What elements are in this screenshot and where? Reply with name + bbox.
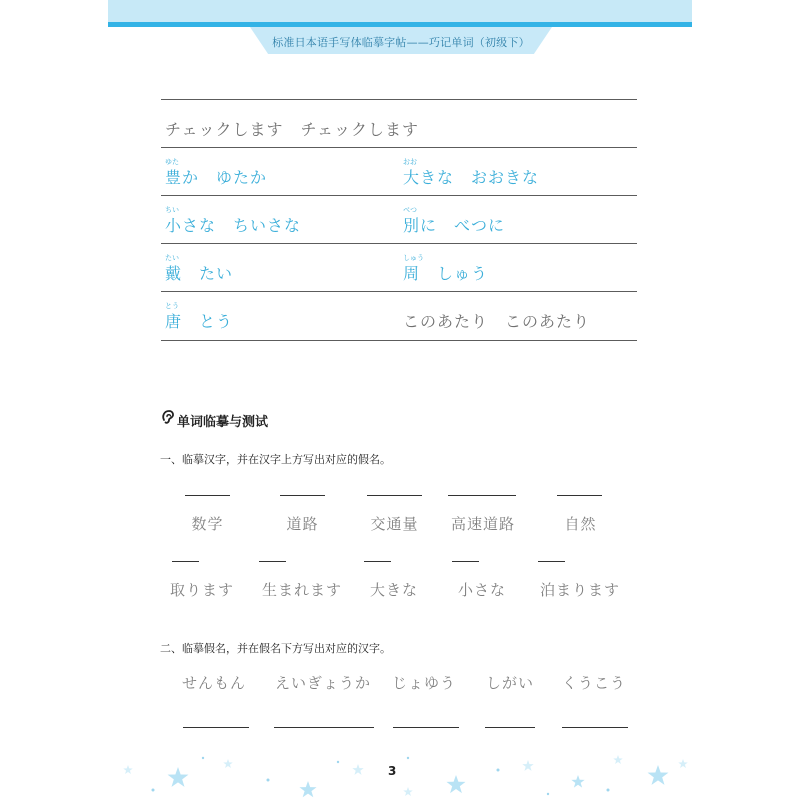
furigana: ゆた: [165, 158, 179, 166]
practice-word: くうこう: [562, 674, 627, 692]
practice-word: しがい: [486, 674, 535, 692]
vocab-entry: 周 しゅう: [403, 264, 489, 283]
table-rule: [161, 99, 637, 100]
header-band: [108, 0, 692, 22]
table-rule: [161, 291, 637, 292]
vocab-entry: チェックします チェックします: [165, 120, 420, 139]
answer-blank[interactable]: [393, 727, 459, 728]
answer-blank[interactable]: [280, 495, 325, 496]
ear-icon: [160, 409, 176, 425]
table-rule: [161, 147, 637, 148]
practice-word: 泊まります: [540, 581, 621, 599]
furigana: たい: [165, 254, 179, 262]
header-title: 标准日本语手写体临摹字帖——巧记单词（初级下）: [272, 36, 530, 49]
answer-blank[interactable]: [562, 727, 628, 728]
furigana: しゅう: [403, 254, 424, 262]
practice-word: 数学: [191, 515, 224, 533]
star-decoration: [108, 740, 692, 800]
answer-blank[interactable]: [172, 561, 199, 562]
answer-blank[interactable]: [259, 561, 286, 562]
vocab-entry: 別に べつに: [403, 216, 506, 235]
table-rule: [161, 243, 637, 244]
exercise-2-instruction: 二、临摹假名，并在假名下方写出对应的汉字。: [160, 642, 391, 655]
answer-blank[interactable]: [185, 495, 230, 496]
practice-word: えいぎょうか: [275, 674, 372, 692]
vocab-entry: 小さな ちいさな: [165, 216, 302, 235]
table-rule: [161, 195, 637, 196]
practice-word: 生まれます: [262, 581, 343, 599]
answer-blank[interactable]: [448, 495, 516, 496]
vocab-entry: 大きな おおきな: [403, 168, 540, 187]
answer-blank[interactable]: [538, 561, 565, 562]
answer-blank[interactable]: [183, 727, 249, 728]
page-number: 3: [388, 764, 397, 778]
practice-word: じょゆう: [392, 674, 457, 692]
exercise-1-instruction: 一、临摹汉字，并在汉字上方写出对应的假名。: [160, 453, 391, 466]
vocab-entry: このあたり このあたり: [403, 312, 591, 331]
table-rule: [161, 340, 637, 341]
practice-word: 大きな: [370, 581, 419, 599]
practice-word: 小さな: [458, 581, 507, 599]
answer-blank[interactable]: [557, 495, 602, 496]
furigana: ちい: [165, 206, 179, 214]
answer-blank[interactable]: [274, 727, 374, 728]
practice-word: 交通量: [370, 515, 419, 533]
vocab-entry: 唐 とう: [165, 312, 234, 331]
practice-word: 高速道路: [450, 515, 515, 533]
furigana: おお: [403, 158, 417, 166]
practice-word: 取ります: [170, 581, 235, 599]
furigana: べつ: [403, 206, 417, 214]
answer-blank[interactable]: [364, 561, 391, 562]
practice-word: 道路: [286, 515, 319, 533]
answer-blank[interactable]: [452, 561, 479, 562]
furigana: とう: [165, 302, 179, 310]
practice-word: せんもん: [182, 674, 247, 692]
header-accent-line: [108, 22, 692, 27]
answer-blank[interactable]: [485, 727, 535, 728]
vocab-entry: 戴 たい: [165, 264, 234, 283]
practice-word: 自然: [564, 515, 597, 533]
vocab-entry: 豊か ゆたか: [165, 168, 268, 187]
section-title: 单词临摹与测试: [177, 415, 269, 430]
answer-blank[interactable]: [367, 495, 422, 496]
